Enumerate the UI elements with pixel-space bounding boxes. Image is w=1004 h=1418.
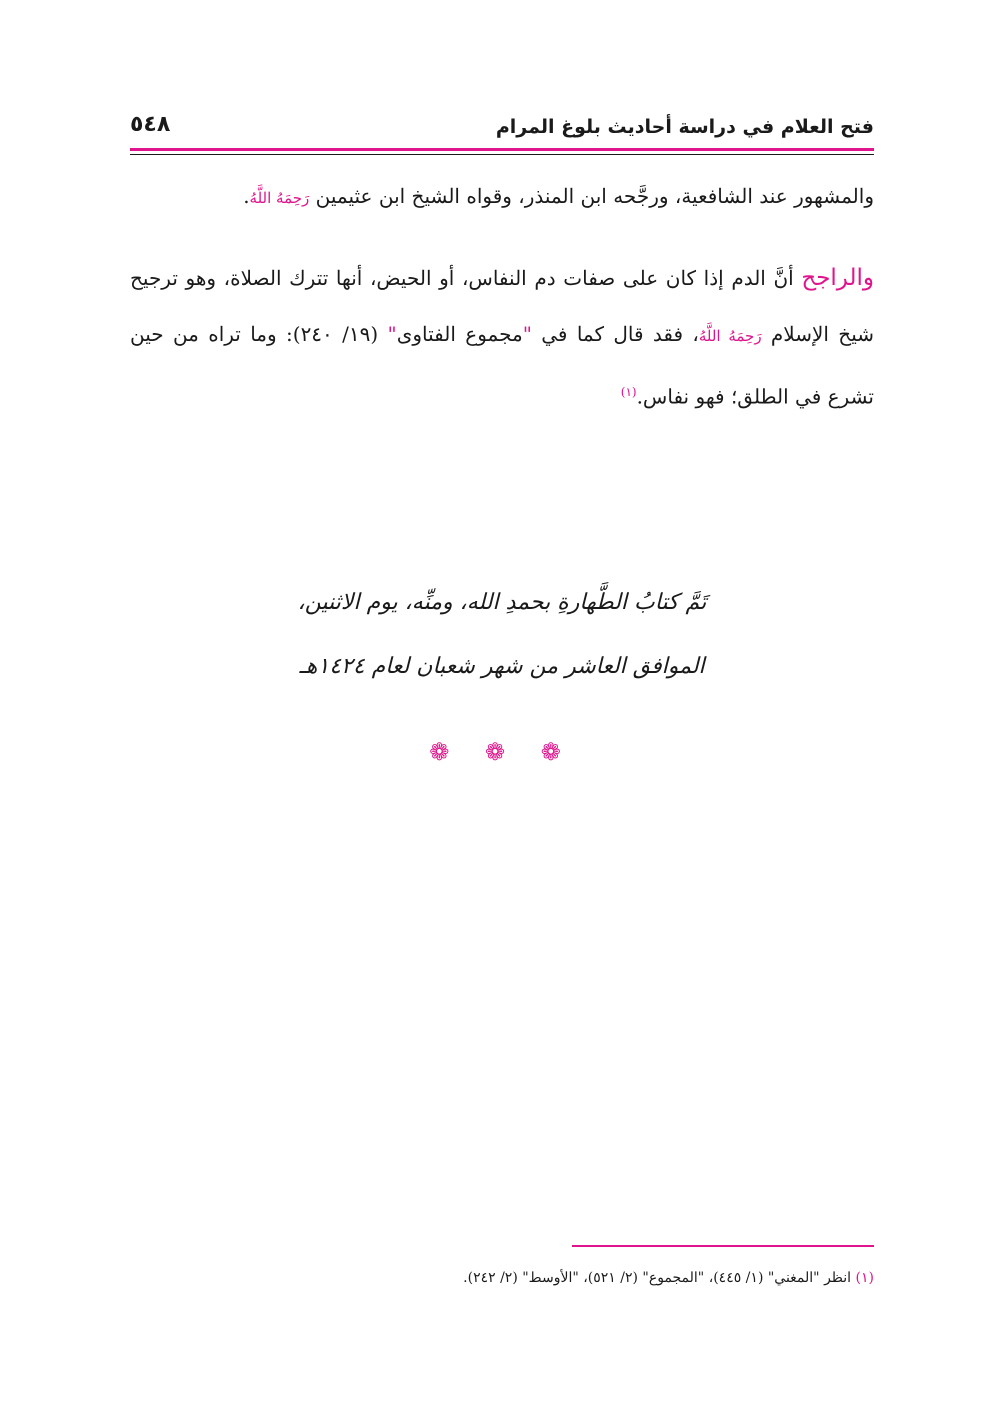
flower-ornament-icon: ❁: [540, 738, 575, 766]
paragraph-1-end: .: [243, 184, 250, 208]
paragraph-1-text: والمشهور عند الشافعية، ورجَّحه ابن المنذر، وقواه الشيخ ابن عثيمين: [315, 184, 874, 208]
flower-ornament-icon: ❁: [429, 738, 464, 766]
honorific-glyph: رَحِمَهُ اللَّهُ: [249, 189, 310, 207]
quote-open-mark: ": [522, 322, 532, 346]
ornament-row: [130, 738, 874, 766]
paragraph-2-text-2: ، فقد قال كما في: [541, 322, 699, 346]
paragraph-1: [130, 168, 874, 226]
flower-ornament-icon: ❁: [484, 738, 520, 766]
quoted-book-title: مجموع الفتاوى: [396, 322, 523, 346]
header-rule-thick: [130, 148, 874, 151]
footnote-text: انظر "المغني" (١/ ٤٤٥)، "المجموع" (٢/ ٥٢١)، "الأوسط" (٢/ ٢٤٢).: [463, 1270, 852, 1286]
paragraph-2-text-1: أنَّ الدم إذا كان على صفات دم النفاس، أو الحيض، أنها تترك الصلاة، وهو ترجيح شيخ الإسلام: [130, 266, 874, 346]
footnote-reference[interactable]: (١): [620, 385, 637, 399]
closing-line-2: الموافق العاشر من شهر شعبان لعام ١٤٢٤هـ: [299, 654, 705, 679]
running-title: فتح العلام في دراسة أحاديث بلوغ المرام: [495, 116, 874, 138]
closing-line-1: تَمَّ كتابُ الطَّهارةِ بحمدِ الله، ومنِّه، يوم الاثنين،: [297, 590, 707, 615]
header-rule-thin: [130, 154, 874, 155]
page-header: [130, 112, 874, 142]
footnote-separator: [572, 1245, 874, 1247]
quote-close-mark: ": [387, 322, 397, 346]
footnote-number: (١): [855, 1270, 874, 1286]
honorific-glyph: رَحِمَهُ اللَّهُ: [698, 327, 762, 345]
page-number: ٥٤٨: [130, 112, 171, 137]
paragraph-2-text-3: (١٩/ ٢٤٠): وما تراه من حين تشرع في الطلق؛ فهو نفاس.: [130, 322, 874, 409]
footnote: [130, 1266, 874, 1290]
paragraph-2-lead: والراجح: [801, 265, 874, 291]
paragraph-2: [130, 250, 874, 425]
